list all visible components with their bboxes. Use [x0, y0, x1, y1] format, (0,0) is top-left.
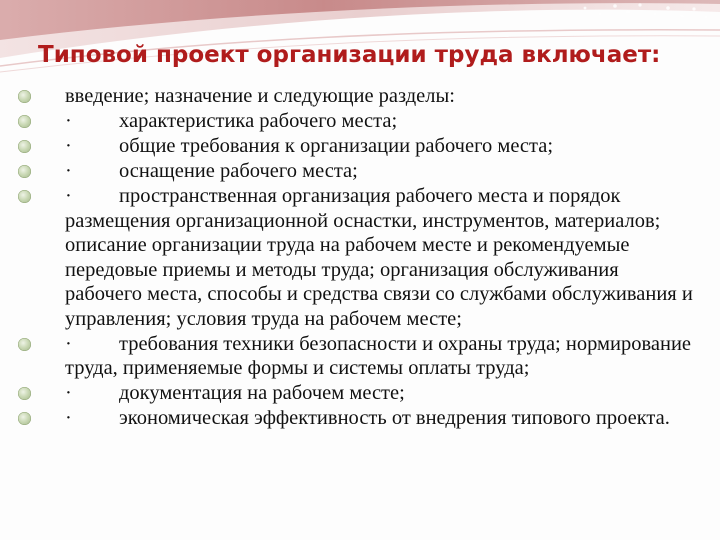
- bullet-icon: [18, 90, 31, 103]
- item-text: оснащение рабочего места;: [119, 159, 358, 182]
- content-list: [18, 84, 698, 431]
- list-item: [18, 332, 698, 381]
- item-marker: ·: [65, 407, 72, 430]
- list-item: [18, 381, 698, 406]
- item-marker: ·: [65, 109, 72, 132]
- bullet-icon: [18, 387, 31, 400]
- list-item: [18, 406, 698, 431]
- bullet-icon: [18, 140, 31, 153]
- item-marker: ·: [65, 382, 72, 405]
- list-item: [18, 134, 698, 159]
- list-item: [18, 159, 698, 184]
- slide-title: Типовой проект организации труда включает:: [38, 42, 661, 68]
- item-text: общие требования к организации рабочего места;: [119, 134, 554, 157]
- item-marker: ·: [65, 159, 72, 182]
- list-item: [18, 84, 698, 109]
- item-text: требования техники безопасности и охраны труда; нормирование труда, применяемые формы и системы оплаты труда;: [65, 332, 692, 380]
- bullet-icon: [18, 412, 31, 425]
- bullet-icon: [18, 165, 31, 178]
- bullet-icon: [18, 190, 31, 203]
- item-text: пространственная организация рабочего места и порядок размещения организационной оснастки, инструментов, материалов; описание организации труда на рабочем месте и рекомендуемые передовые приемы и методы труда; организация обслуживания рабочего места, способы и средства связи со службами обслуживания и управления; условия труда на рабочем месте;: [65, 184, 693, 330]
- item-marker: ·: [65, 134, 72, 157]
- header-wave-decoration: [0, 0, 720, 80]
- item-marker: ·: [65, 184, 72, 207]
- item-text: введение; назначение и следующие разделы:: [65, 85, 455, 107]
- list-item: [18, 184, 698, 332]
- item-text: документация на рабочем месте;: [119, 382, 405, 405]
- item-text: экономическая эффективность от внедрения типового проекта.: [119, 407, 670, 430]
- item-marker: ·: [65, 332, 72, 355]
- bullet-icon: [18, 338, 31, 351]
- bullet-icon: [18, 115, 31, 128]
- list-item: [18, 109, 698, 134]
- item-text: характеристика рабочего места;: [119, 109, 398, 132]
